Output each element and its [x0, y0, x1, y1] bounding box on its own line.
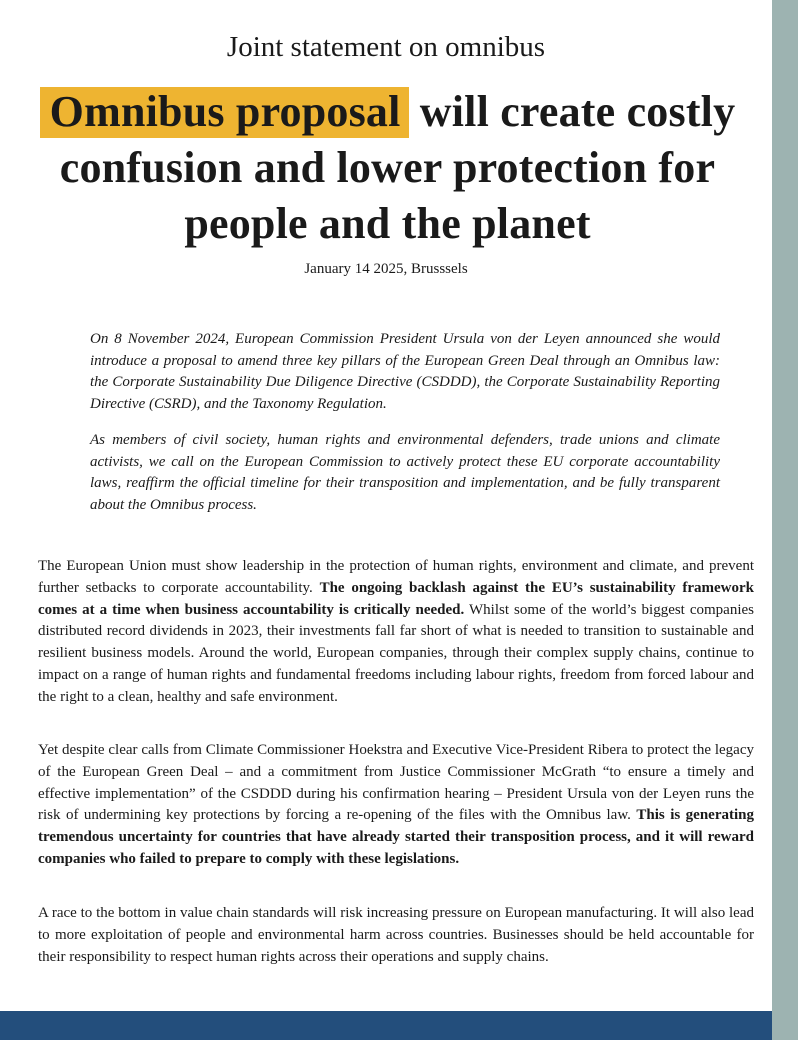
paragraph-text: A race to the bottom in value chain standards will risk increasing pressure on European manufacturing. It will also lead to more exploitation of people and environmental harm across countries. Businesses should be held accountable for their responsibility to respect human rights across their operations and supply chains. — [38, 905, 754, 965]
paragraph-text: Whilst some of the world’s biggest companies distributed record dividends in 2023, their investments fall far short of what is needed to transition to sustainable and resilient business models. Around the world, European companies, through their complex supply chains, continue to impact on a range of human rights and fundamental freedoms including labour rights, freedom from forced labour and the right to a clean, healthy and safe environment. — [38, 601, 755, 705]
body-paragraph — [38, 903, 754, 968]
paragraph-bold-text: This is generating tremendous uncertainty for countries that have already started their transposition process, and it will reward companies who failed to prepare to comply with these legislations. — [38, 807, 754, 867]
side-accent-bar — [772, 0, 798, 1040]
intro-paragraph: As members of civil society, human rights and environmental defenders, trade unions and climate activists, we call on the European Commission to actively protect these EU corporate accountability laws, reaffirm the official timeline for their transposition and implementation, and be fully transparent about the Omnibus process. — [90, 432, 720, 513]
paragraph-bold-text: The ongoing backlash against the EU’s sustainability framework comes at a time when business accountability is critically needed. — [38, 579, 755, 618]
paragraph-text: Yet despite clear calls from Climate Commissioner Hoekstra and Executive Vice-President Ribera to protect the legacy of the European Green Deal – and a commitment from Justice Commissioner McGrath “to ensure a timely and effective implementation” of the CSDDD during his confirmation hearing – President Ursula von der Leyen runs the risk of undermining key protections by forcing a re-opening of the files with the Omnibus law. — [38, 742, 754, 824]
kicker: Joint statement on omnibus — [226, 31, 546, 63]
date-line: January 14 2025, Brusssels — [304, 261, 468, 277]
headline — [20, 84, 755, 252]
headline-highlight: Omnibus proposal — [40, 87, 409, 138]
body-paragraph — [38, 740, 754, 871]
intro-paragraph: On 8 November 2024, European Commission President Ursula von der Leyen announced she would introduce a proposal to amend three key pillars of the European Green Deal through an Omnibus law: the Corporate Sustainability Due Diligence Directive (CSDDD), the Corporate Sustainability Reporting Directive (CSRD), and the Taxonomy Regulation. — [90, 331, 720, 412]
body-paragraph — [38, 556, 754, 709]
headline-rest: will create costly confusion and lower protection for people and the planet — [59, 87, 736, 248]
footer-bar — [0, 1011, 772, 1040]
paragraph-text: The European Union must show leadership in the protection of human rights, environment and climate, and prevent further setbacks to corporate accountability. — [38, 558, 754, 596]
